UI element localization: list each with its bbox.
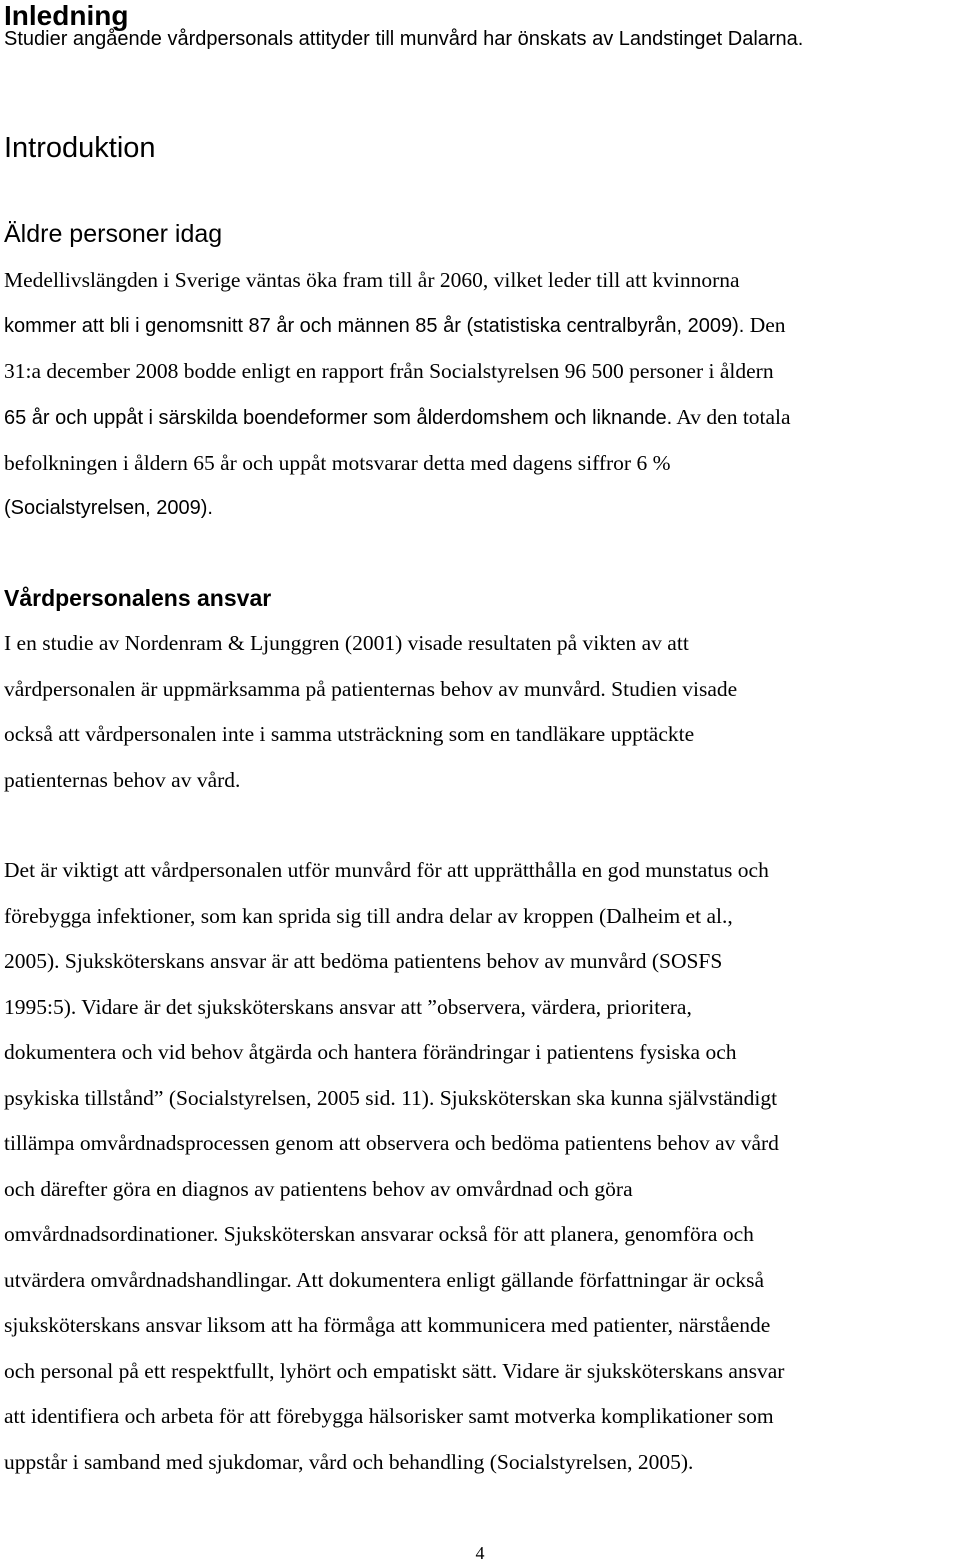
aldre-line-4-tail: Av den totala [672, 405, 791, 429]
aldre-line-5: befolkningen i åldern 65 år och uppåt motsvarar detta med dagens siffror 6 % [4, 451, 671, 475]
vardpersonal-p2-line-13: att identifiera och arbeta för att förebygga hälsorisker samt motverka komplikationer som [4, 1404, 774, 1428]
vardpersonal-p2-line-11: sjuksköterskans ansvar liksom att ha förmåga att kommunicera med patienter, närstående [4, 1313, 771, 1337]
heading-inledning: Inledning [4, 0, 129, 31]
vardpersonal-p1-line-4: patienternas behov av vård. [4, 768, 241, 792]
vardpersonal-p1-line-2: vårdpersonalen är uppmärksamma på patienternas behov av munvård. Studien visade [4, 677, 738, 701]
vardpersonal-p2-line-2: förebygga infektioner, som kan sprida sig till andra delar av kroppen (Dalheim et al., [4, 904, 733, 928]
heading-aldre-personer: Äldre personer idag [4, 220, 223, 248]
vardpersonal-p2-line-1: Det är viktigt att vårdpersonalen utför munvård för att upprätthålla en god munstatus och [4, 858, 769, 882]
aldre-line-2-tail: Den [744, 313, 786, 337]
aldre-line-6: (Socialstyrelsen, 2009). [4, 497, 213, 519]
aldre-line-1: Medellivslängden i Sverige väntas öka fram till år 2060, vilket leder till att kvinnorna [4, 268, 740, 292]
vardpersonal-p2-line-10: utvärdera omvårdnadshandlingar. Att dokumentera enligt gällande författningar är också [4, 1268, 764, 1292]
heading-vardpersonalens-ansvar: Vårdpersonalens ansvar [4, 585, 272, 611]
vardpersonal-p2-line-14: uppstår i samband med sjukdomar, vård och behandling (Socialstyrelsen, 2005). [4, 1450, 694, 1474]
aldre-line-4 [4, 405, 791, 430]
vardpersonal-p2-line-7: tillämpa omvårdnadsprocessen genom att observera och bedöma patientens behov av vård [4, 1131, 779, 1155]
aldre-line-3: 31:a december 2008 bodde enligt en rapport från Socialstyrelsen 96 500 personer i åldern [4, 359, 774, 383]
aldre-line-2-text: kommer att bli i genomsnitt 87 år och männen 85 år (statistiska centralbyrån, 2009). [4, 315, 745, 337]
vardpersonal-p2-line-12: och personal på ett respektfullt, lyhört och empatiskt sätt. Vidare är sjuksköterskans ansvar [4, 1359, 785, 1383]
vardpersonal-p2-line-5: dokumentera och vid behov åtgärda och hantera förändringar i patientens fysiska och [4, 1040, 737, 1064]
vardpersonal-p2-line-3: 2005). Sjuksköterskans ansvar är att bedöma patientens behov av munvård (SOSFS [4, 949, 723, 973]
vardpersonal-p1-line-1: I en studie av Nordenram & Ljunggren (2001) visade resultaten på vikten av att [4, 631, 689, 655]
heading-introduktion: Introduktion [4, 132, 156, 164]
aldre-line-2 [4, 313, 786, 338]
inledning-text: Studier angående vårdpersonals attityder till munvård har önskats av Landstinget Dalarna. [4, 28, 804, 50]
vardpersonal-p2-line-4: 1995:5). Vidare är det sjuksköterskans ansvar att ”observera, värdera, prioritera, [4, 995, 692, 1019]
vardpersonal-p2-line-6: psykiska tillstånd” (Socialstyrelsen, 2005 sid. 11). Sjuksköterskan ska kunna självständigt [4, 1086, 778, 1110]
vardpersonal-p1-line-3: också att vårdpersonalen inte i samma utsträckning som en tandläkare upptäckte [4, 722, 695, 746]
aldre-line-4-text: 65 år och uppåt i särskilda boendeformer som ålderdomshem och liknande. [4, 407, 673, 429]
vardpersonal-p2-line-8: och därefter göra en diagnos av patientens behov av omvårdnad och göra [4, 1177, 633, 1201]
page-number: 4 [475, 1543, 485, 1563]
vardpersonal-p2-line-9: omvårdnadsordinationer. Sjuksköterskan ansvarar också för att planera, genomföra och [4, 1222, 754, 1246]
